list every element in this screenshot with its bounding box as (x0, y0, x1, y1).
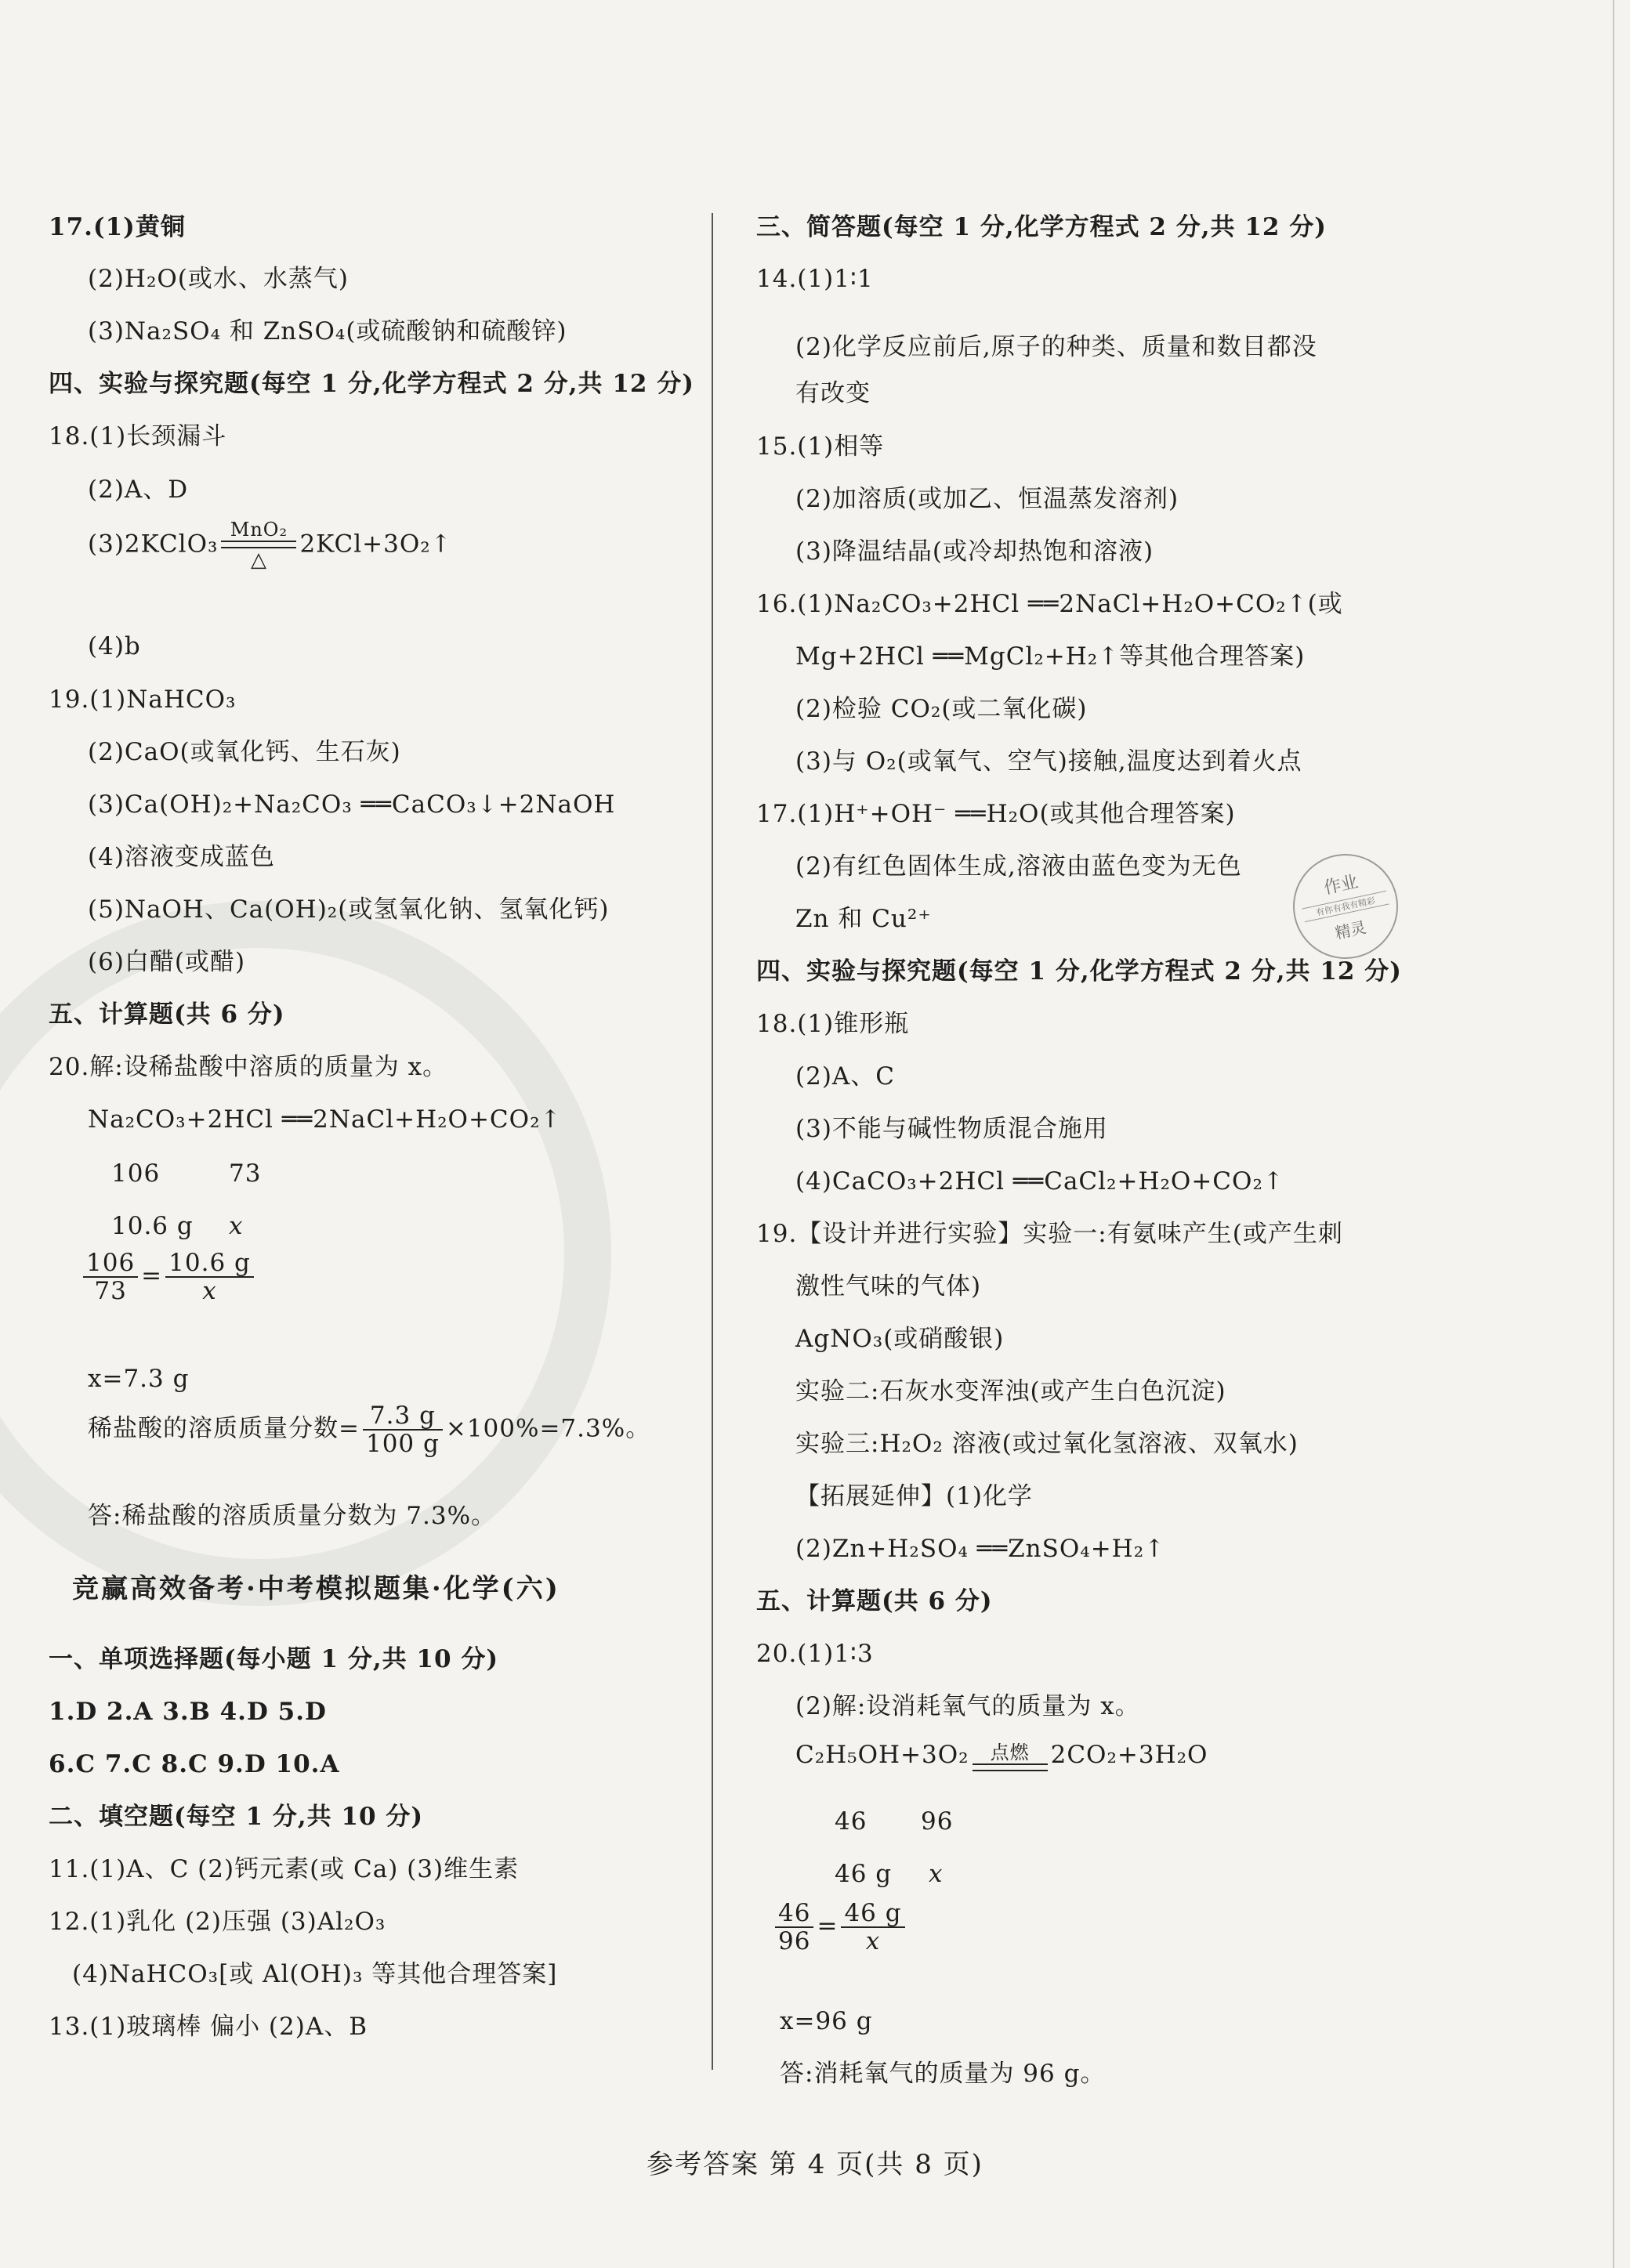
paper-title: 竞赢高效备考·中考模拟题集·化学(六) (72, 1573, 560, 1604)
answer-19-1: 19.(1)NaHCO₃ (49, 685, 237, 714)
answer-16-2: (2)检验 CO₂(或二氧化碳) (795, 695, 1088, 723)
answer-15-3: (3)降温结晶(或冷却热饱和溶液) (795, 537, 1154, 566)
fraction-right (165, 1250, 254, 1304)
answer-15-1: 15.(1)相等 (756, 432, 885, 461)
given-mass: 10.6 g (111, 1212, 194, 1240)
ethanol-mass: 46 (835, 1807, 868, 1836)
answer-19-2: (2)CaO(或氧化钙、生石灰) (88, 738, 401, 766)
fraction-left-right (775, 1900, 813, 1955)
stamp-bottom-text: 精灵 (1333, 917, 1368, 943)
unknown-x: x (229, 1212, 244, 1240)
mass-fraction-denominator: 100 g (365, 1430, 440, 1458)
answer-18-2-right: (2)A、C (795, 1062, 896, 1091)
section-heading-calculation-right: 五、计算题(共 6 分) (756, 1587, 993, 1615)
choice-answers-6-10: 6.C 7.C 8.C 9.D 10.A (49, 1750, 340, 1778)
answer-18-2: (2)A、D (88, 476, 189, 504)
mass-fraction-fraction (363, 1402, 443, 1457)
answer-19-agno3: AgNO₃(或硝酸银) (795, 1325, 1005, 1353)
proportion-right (772, 1900, 908, 1955)
combustion-products: 2CO₂+3H₂O (1050, 1741, 1208, 1769)
equation-products: 2KCl+3O₂↑ (299, 530, 452, 559)
fraction-left-numerator: 106 (83, 1250, 138, 1278)
combustion-condition (973, 1742, 1048, 1771)
answer-13: 13.(1)玻璃棒 偏小 (2)A、B (49, 2013, 368, 2041)
answer-12: 12.(1)乳化 (2)压强 (3)Al₂O₃ (49, 1908, 386, 1936)
heat-symbol: △ (250, 548, 267, 572)
answer-19-design: 19.【设计并进行实验】实验一:有氨味产生(或产生刺 (756, 1220, 1343, 1248)
answer-14-2-cont: 有改变 (795, 379, 871, 407)
fraction-left (83, 1250, 138, 1304)
answer-19-4: (4)溶液变成蓝色 (88, 843, 275, 871)
answer-17-1-right: 17.(1)H⁺+OH⁻ ══H₂O(或其他合理答案) (756, 800, 1236, 828)
answer-17-1: 17.(1)黄铜 (49, 213, 186, 241)
fraction-right-denominator: x (202, 1277, 217, 1305)
column-divider (712, 213, 713, 2070)
answer-20-conclusion-right: 答:消耗氧气的质量为 96 g。 (780, 2060, 1106, 2088)
equation-reactants: (3)2KClO₃ (88, 530, 219, 559)
answer-17-2-right: (2)有红色固体生成,溶液由蓝色变为无色 (795, 852, 1242, 881)
answer-18-1-right: 18.(1)锥形瓶 (756, 1010, 910, 1038)
molar-mass-b: 73 (229, 1159, 262, 1188)
answer-19-exp3: 实验三:H₂O₂ 溶液(或过氧化氢溶液、双氧水) (795, 1430, 1299, 1458)
answer-18-4: (4)b (88, 632, 141, 660)
answer-19-extension-1: 【拓展延伸】(1)化学 (795, 1482, 1033, 1510)
proportion (80, 1250, 257, 1304)
choice-answers-1-5: 1.D 2.A 3.B 4.D 5.D (49, 1698, 327, 1726)
section-heading-short-answer: 三、简答题(每空 1 分,化学方程式 2 分,共 12 分) (756, 213, 1327, 241)
equals-sign-right: = (817, 1912, 839, 1941)
answer-14-2: (2)化学反应前后,原子的种类、质量和数目都没 (795, 333, 1317, 361)
x-result: x=7.3 g (88, 1365, 190, 1393)
homework-stamp (1284, 845, 1408, 969)
mass-fraction-calc (88, 1402, 650, 1457)
answer-18-1: 18.(1)长颈漏斗 (49, 422, 227, 450)
section-heading-experiment-right: 四、实验与探究题(每空 1 分,化学方程式 2 分,共 12 分) (756, 957, 1402, 986)
mass-fraction-numerator: 7.3 g (363, 1402, 443, 1431)
answer-20-conclusion: 答:稀盐酸的溶质质量分数为 7.3%。 (88, 1502, 497, 1530)
answer-20-2-setup: (2)解:设消耗氧气的质量为 x。 (795, 1692, 1140, 1720)
ethanol-combustion-equation (795, 1739, 1208, 1771)
answer-17-2: (2)H₂O(或水、水蒸气) (88, 265, 349, 293)
answer-19-6: (6)白醋(或醋) (88, 948, 246, 976)
answer-17-3: (3)Na₂SO₄ 和 ZnSO₄(或硫酸钠和硫酸锌) (88, 317, 567, 345)
answer-18-3-equation (88, 519, 452, 572)
given-ethanol-mass: 46 g (835, 1860, 893, 1888)
answer-16-1: 16.(1)Na₂CO₃+2HCl ══2NaCl+H₂O+CO₂↑(或 (756, 590, 1343, 618)
oxygen-mass: 96 (921, 1807, 954, 1836)
answer-16-1-cont: Mg+2HCl ══MgCl₂+H₂↑等其他合理答案) (795, 642, 1306, 671)
fraction-left-right-denominator: 96 (778, 1927, 811, 1955)
reaction-condition (221, 519, 296, 572)
molar-mass-a: 106 (111, 1159, 161, 1188)
answer-16-3: (3)与 O₂(或氧气、空气)接触,温度达到着火点 (795, 747, 1302, 776)
combustion-bar (973, 1763, 1048, 1771)
equation-bar (221, 541, 296, 548)
unknown-x-right: x (929, 1860, 944, 1888)
answer-12-4: (4)NaHCO₃[或 Al(OH)₃ 等其他合理答案] (72, 1960, 558, 1988)
answer-15-2: (2)加溶质(或加乙、恒温蒸发溶剂) (795, 485, 1179, 513)
fraction-right-right-numerator: 46 g (841, 1900, 904, 1928)
section-heading-calculation: 五、计算题(共 6 分) (49, 1000, 285, 1029)
fraction-left-right-numerator: 46 (775, 1900, 813, 1928)
page-edge (1613, 0, 1614, 2268)
answer-11: 11.(1)A、C (2)钙元素(或 Ca) (3)维生素 (49, 1855, 520, 1883)
stamp-top-text: 作业 (1322, 872, 1360, 899)
answer-19-5: (5)NaOH、Ca(OH)₂(或氢氧化钠、氢氧化钙) (88, 895, 610, 924)
ignite-label: 点燃 (990, 1741, 1030, 1763)
answer-20-setup: 20.解:设稀盐酸中溶质的质量为 x。 (49, 1053, 448, 1081)
section-heading-fill-blank: 二、填空题(每空 1 分,共 10 分) (49, 1803, 424, 1831)
page-footer: 参考答案 第 4 页(共 8 页) (647, 2149, 983, 2180)
fraction-right-numerator: 10.6 g (165, 1250, 254, 1278)
fraction-right-right-denominator: x (865, 1927, 881, 1955)
mass-fraction-result: ×100%=7.3%。 (445, 1414, 651, 1443)
answer-19-3: (3)Ca(OH)₂+Na₂CO₃ ══CaCO₃↓+2NaOH (88, 790, 616, 819)
answer-20-1-right: 20.(1)1∶3 (756, 1640, 874, 1668)
answer-19-design-cont: 激性气味的气体) (795, 1272, 982, 1300)
answer-19-exp2: 实验二:石灰水变浑浊(或产生白色沉淀) (795, 1377, 1226, 1405)
catalyst-label: MnO₂ (230, 519, 288, 541)
section-heading-experiment: 四、实验与探究题(每空 1 分,化学方程式 2 分,共 12 分) (49, 370, 694, 398)
answer-14-1: 14.(1)1∶1 (756, 265, 874, 293)
answer-18-4-right: (4)CaCO₃+2HCl ══CaCl₂+H₂O+CO₂↑ (795, 1167, 1284, 1195)
equals-sign: = (141, 1261, 163, 1290)
fraction-right-right (841, 1900, 904, 1955)
mass-fraction-label: 稀盐酸的溶质质量分数= (88, 1414, 360, 1443)
fraction-left-denominator: 73 (94, 1277, 127, 1305)
section-heading-single-choice: 一、单项选择题(每小题 1 分,共 10 分) (49, 1645, 499, 1673)
answer-17-3-right: Zn 和 Cu²⁺ (795, 905, 932, 933)
answer-18-3-right: (3)不能与碱性物质混合施用 (795, 1115, 1108, 1143)
x-result-right: x=96 g (780, 2007, 873, 2035)
answer-20-equation: Na₂CO₃+2HCl ══2NaCl+H₂O+CO₂↑ (88, 1105, 562, 1134)
combustion-reactants: C₂H₅OH+3O₂ (795, 1741, 969, 1769)
stamp-middle-text: 有你有我有精彩 (1302, 891, 1389, 922)
answer-19-extension-2: (2)Zn+H₂SO₄ ══ZnSO₄+H₂↑ (795, 1535, 1166, 1563)
